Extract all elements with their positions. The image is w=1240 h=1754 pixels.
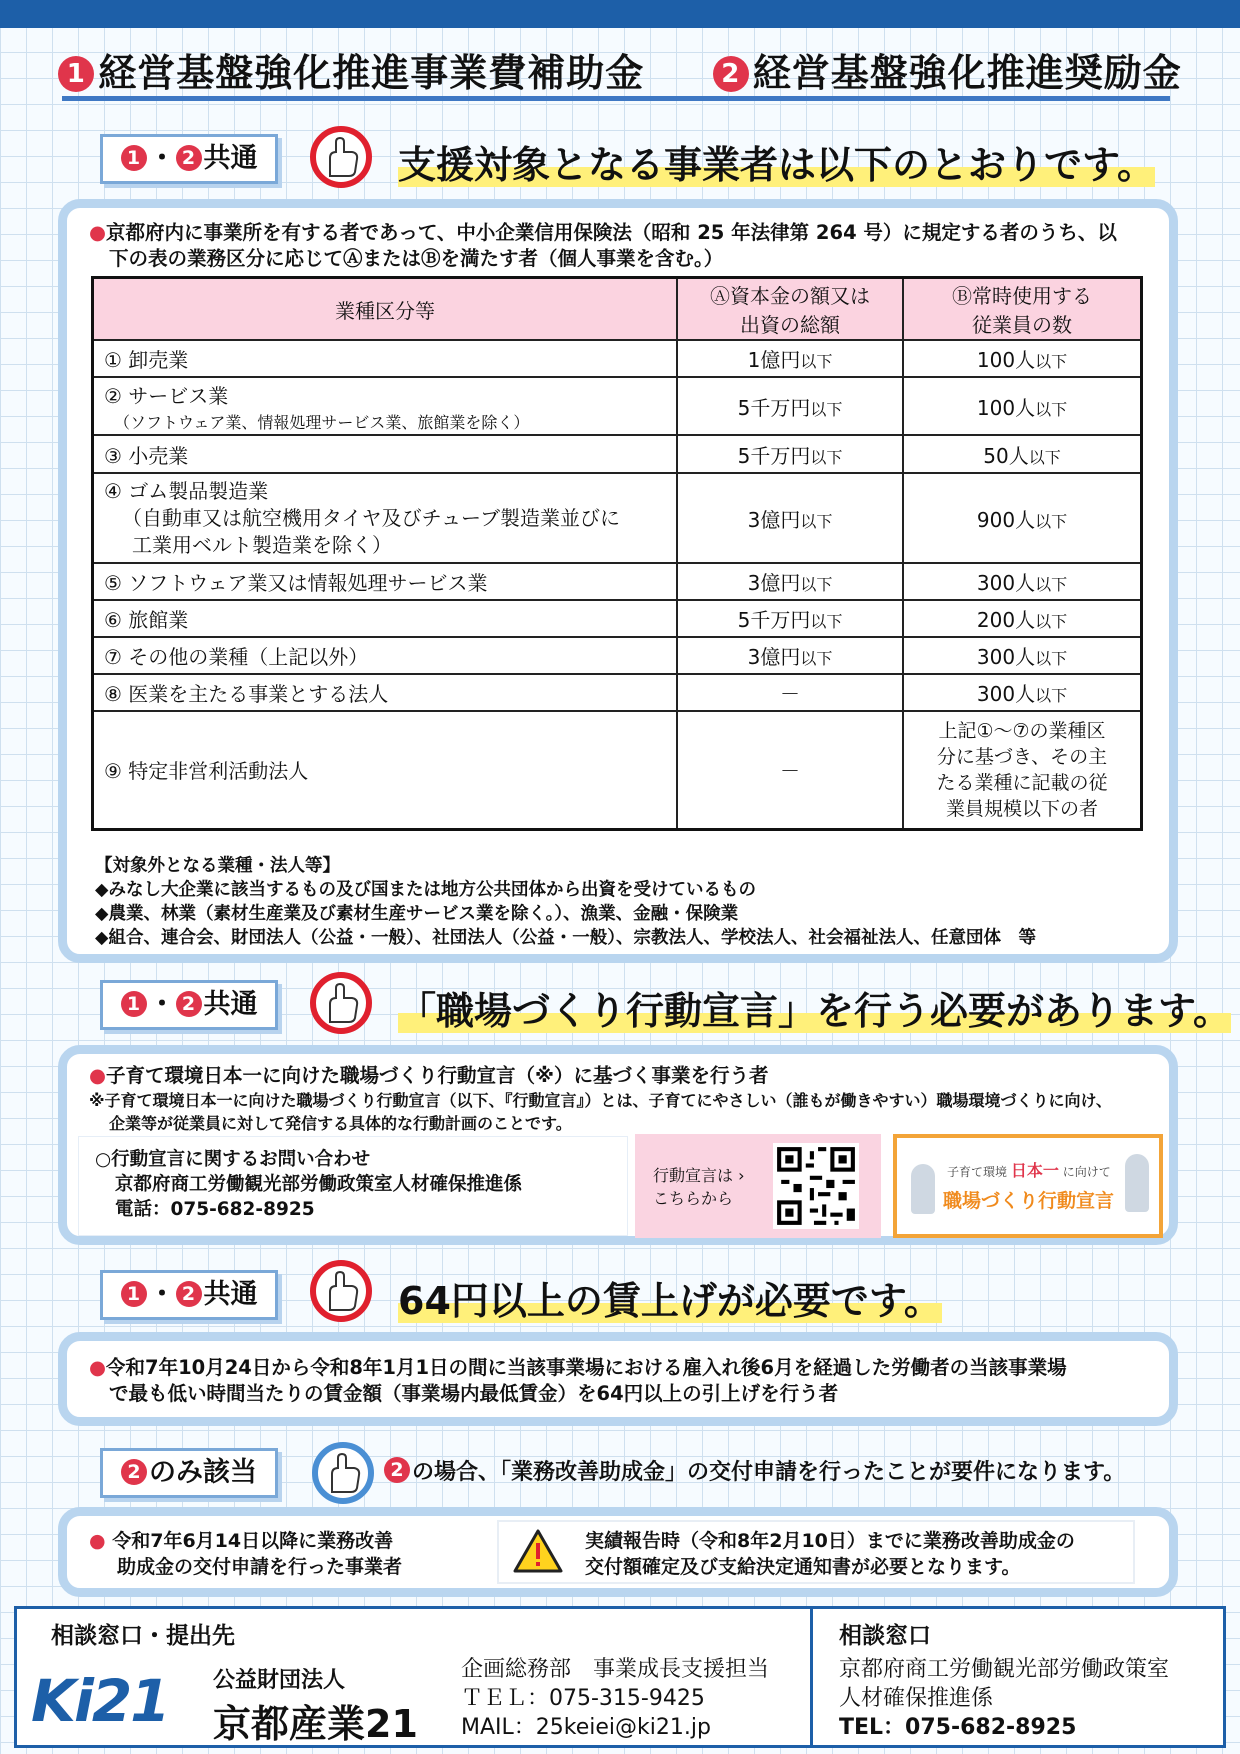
common-tag-2: 1 ・ 2 共通: [100, 980, 278, 1030]
ki21-logo: Ki21: [31, 1667, 169, 1735]
only2-tag: 2 のみ該当: [100, 1448, 278, 1498]
common-tag-1: 1 ・ 2 共通: [100, 134, 278, 184]
qr-code[interactable]: [773, 1143, 859, 1229]
table-row: ② サービス業 （ソフトウェア業、情報処理サービス業、旅館業を除く） 5千万円以下 100人以下: [93, 377, 1142, 435]
footer-tel[interactable]: ＴＥＬ：075-315-9425: [461, 1686, 705, 1711]
pointing-hand-icon: [312, 1442, 374, 1504]
person-illustration-icon: [1125, 1154, 1149, 1212]
table-row: ⑧ 医業を主たる事業とする法人 － 300人以下: [93, 674, 1142, 711]
common-tag-3: 1 ・ 2 共通: [100, 1270, 278, 1320]
org-name: 京都産業21: [213, 1702, 418, 1746]
declaration-panel: [58, 1045, 1178, 1245]
wage-panel: [58, 1332, 1178, 1426]
section3-heading: 64円以上の賃上げが必要です。: [398, 1279, 942, 1323]
table-row: ⑤ ソフトウェア業又は情報処理サービス業 3億円以下 300人以下: [93, 563, 1142, 600]
table-row: ④ ゴム製品製造業 （自動車又は航空機用タイヤ及びチューブ製造業並びに 工業用ベルト製造業を除く） 3億円以下 900人以下: [93, 473, 1142, 563]
pointing-hand-icon: [310, 126, 372, 188]
table-row: ⑨ 特定非営利活動法人 － 上記①～⑦の業種区 分に基づき、その主 たる業種に記載の従 業員規模以下の者: [93, 711, 1142, 829]
excluded-list: 【対象外となる業種・法人等】 ◆みなし大企業に該当するもの及び国または地方公共団体から出資を受けているもの ◆農業、林業（素材生産業及び素材生産サービス業を除く。）、漁業、金融・保険業 ◆組合、連合会、財団法人（公益・一般）、社団法人（公益・一般）、宗教法人、学校法人、社会福祉法人、任意団体 等: [95, 856, 1036, 948]
col-employees: Ⓑ常時使用する 従業員の数: [903, 278, 1142, 341]
qr-link-box[interactable]: 行動宣言は › こちらから: [635, 1134, 881, 1238]
footer-right-title: 相談窓口: [839, 1623, 931, 1649]
improvement-text: ● 令和7年6月14日以降に業務改善 助成金の交付申請を行った事業者: [89, 1530, 403, 1578]
footer-right-dept: 京都府商工労働観光部労働政策室: [839, 1657, 1170, 1682]
col-capital: Ⓐ資本金の額又は 出資の総額: [677, 278, 903, 341]
top-bar: [0, 0, 1240, 28]
eligibility-intro: ●京都府内に事業所を有する者であって、中小企業信用保険法（昭和 25 年法律第 264 号）に規定する者のうち、以 下の表の業務区分に応じてⒶまたはⒷを満たす者（個人事業を含む。）: [89, 221, 1117, 270]
improvement-panel: [58, 1507, 1178, 1597]
eligibility-panel: [58, 199, 1178, 963]
warning-icon: [513, 1528, 563, 1574]
declaration-banner[interactable]: 子育て環境 日本一 に向けて 職場づくり行動宣言: [893, 1134, 1163, 1238]
footer-left-title: 相談窓口・提出先: [51, 1623, 235, 1649]
declaration-text: ●子育て環境日本一に向けた職場づくり行動宣言（※）に基づく事業を行う者 ※子育て環境日本一に向けた職場づくり行動宣言（以下、『行動宣言』）とは、子育てにやさしい（誰もが働きやすい）職場環境づくりに向け、 企業等が従業員に対して発信する具体的な行動計画のことです。: [89, 1064, 1112, 1133]
title-item-1: 経営基盤強化推進事業費補助金: [98, 51, 645, 95]
title-underline: [62, 96, 1170, 101]
section1-heading: 支援対象となる事業者は以下のとおりです。: [398, 143, 1155, 187]
footer-dept: 企画総務部 事業成長支援担当: [461, 1657, 770, 1682]
footer-right-tel[interactable]: TEL：075-682-8925: [839, 1715, 1077, 1740]
wage-text: ●令和7年10月24日から令和8年1月1日の間に当該事業場における雇入れ後6月を経過した労働者の当該事業場 で最も低い時間当たりの賃金額（事業場内最低賃金）を64円以上の引上げを行う者: [89, 1356, 1067, 1405]
industry-table: [91, 276, 1143, 831]
col-industry: 業種区分等: [93, 278, 678, 341]
table-row: ① 卸売業 1億円以下 100人以下: [93, 340, 1142, 377]
org-type: 公益財団法人: [213, 1668, 346, 1693]
person-illustration-icon: [911, 1164, 935, 1214]
footer-mail[interactable]: MAIL：25keiei@ki21.jp: [461, 1715, 711, 1740]
section4-heading: 2 の場合、「業務改善助成金」の交付申請を行ったことが要件になります。: [384, 1455, 1125, 1486]
footer-right-section: 人材確保推進係: [839, 1686, 994, 1711]
table-row: ⑥ 旅館業 5千万円以下 200人以下: [93, 600, 1142, 637]
table-row: ③ 小売業 5千万円以下 50人以下: [93, 435, 1142, 473]
pointing-hand-icon: [310, 972, 372, 1034]
number-2-badge: 2: [713, 56, 749, 92]
table-row: ⑦ その他の業種（上記以外） 3億円以下 300人以下: [93, 637, 1142, 674]
contact-footer: [14, 1606, 1226, 1748]
inquiry-box: ○行動宣言に関するお問い合わせ 京都府商工労働観光部労働政策室人材確保推進係 電話：075-682-8925: [79, 1137, 627, 1235]
footer-divider: [810, 1609, 813, 1745]
number-1-badge: 1: [58, 56, 94, 92]
warning-box: 実績報告時（令和8年2月10日）までに業務改善助成金の 交付額確定及び支給決定通知書が必要となります。: [499, 1522, 1133, 1582]
title-item-2: 経営基盤強化推進奨励金: [752, 51, 1182, 95]
pointing-hand-icon: [310, 1260, 372, 1322]
section2-heading: 「職場づくり行動宣言」を行う必要があります。: [398, 989, 1231, 1033]
page-title: [0, 42, 1240, 97]
